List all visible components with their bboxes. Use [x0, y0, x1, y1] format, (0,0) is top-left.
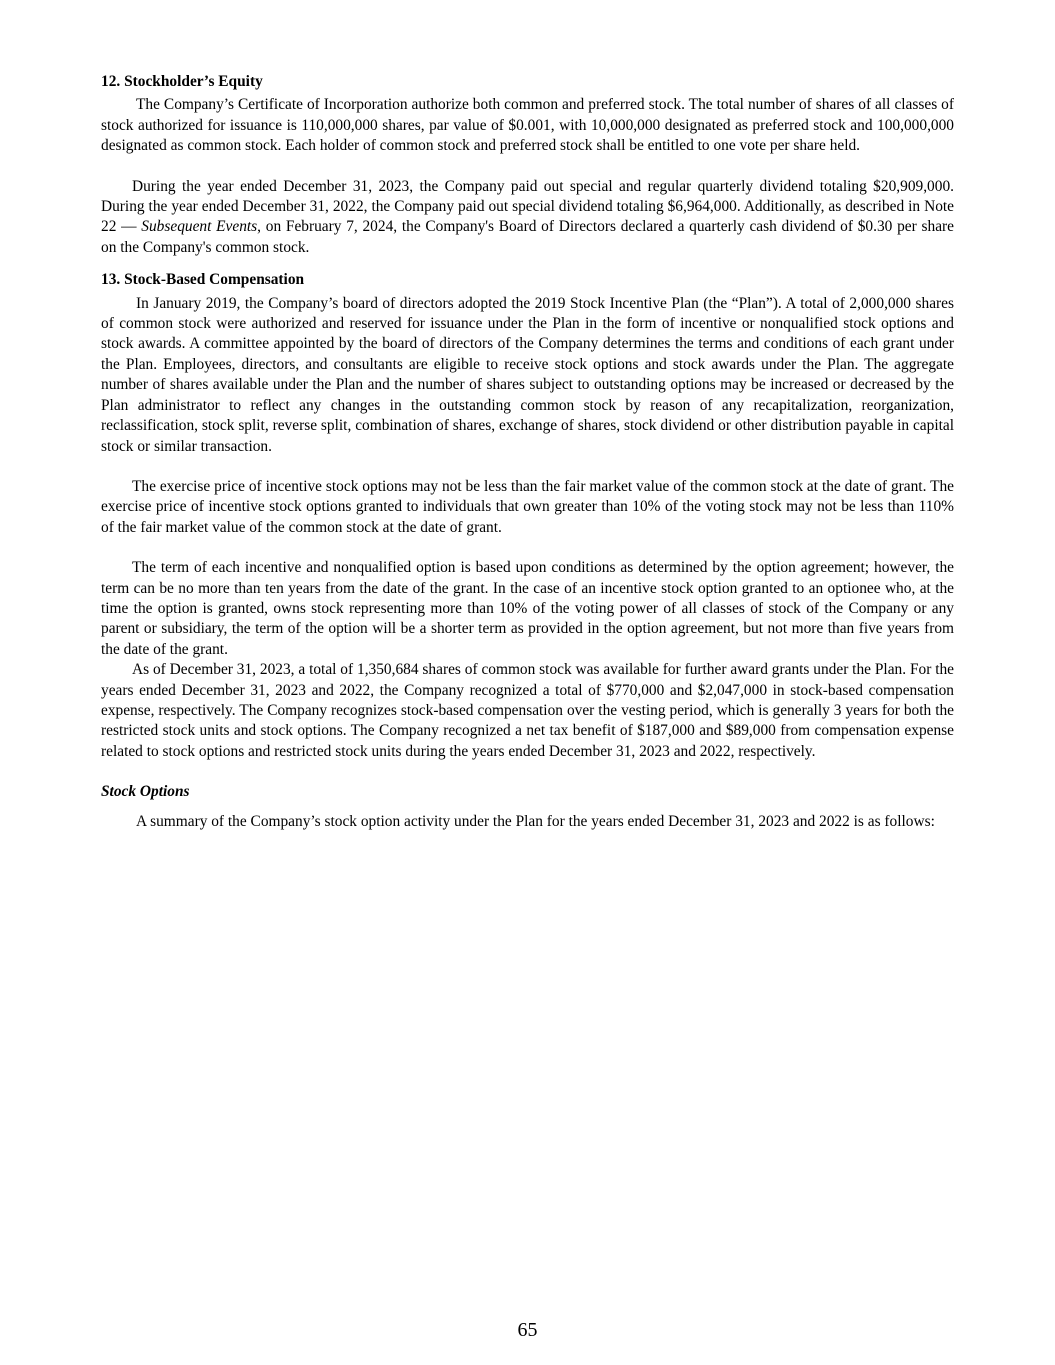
equity-paragraph-authorization: The Company’s Certificate of Incorporation authorize both common and preferred stock. The total number of shares of all classes of stock authorized for issuance is 110,000,000 shares, par value of $0.001, with 10,000,000 designated as preferred stock and 100,000,000 designated as common stock. Each holder of common stock and preferred stock shall be entitled to one vote per share held. [101, 96, 954, 155]
document-page [101, 72, 954, 832]
compensation-paragraph-expense: As of December 31, 2023, a total of 1,350,684 shares of common stock was available for further award grants under the Plan. For the years ended December 31, 2023 and 2022, the Company recognized a total of $770,000 and $2,047,000 in stock-based compensation expense, respectively. The Company recognizes stock-based compensation over the vesting period, which is generally 3 years for both the restricted stock units and stock options. The Company recognized a net tax benefit of $187,000 and $89,000 from compensation expense related to stock options and restricted stock units during the years ended December 31, 2023 and 2022, respectively. [101, 661, 954, 760]
dividends-text-end: , on February 7, 2024, the Company's Board of Directors declared a quarterly cash dividend of $0.30 per share on the Company's common stock. [101, 218, 954, 256]
compensation-paragraph-exercise-price: The exercise price of incentive stock options may not be less than the fair market value of the common stock at the date of grant. The exercise price of incentive stock options granted to individuals that own greater than 10% of the voting stock may not be less than 110% of the fair market value of the common stock at the date of grant. [101, 477, 954, 536]
section-heading-stock-based-compensation: 13. Stock-Based Compensation [101, 271, 305, 289]
subsection-heading-stock-options: Stock Options [101, 783, 190, 801]
compensation-paragraph-plan: In January 2019, the Company’s board of directors adopted the 2019 Stock Incentive Plan (the “Plan”). A total of 2,000,000 shares of common stock were authorized and reserved for issuance under the Plan in the form of incentive or nonqualified stock options and stock awards. A committee appointed by the board of directors of the Company determines the terms and conditions of each grant under the Plan. Employees, directors, and consultants are eligible to receive stock options and stock awards under the Plan. The aggregate number of shares available under the Plan and the number of shares subject to outstanding options may be increased or decreased by the Plan administrator to reflect any changes in the outstanding common stock by reason of any recapitalization, reorganization, reclassification, stock split, reverse split, combination of shares, exchange of shares, stock dividend or other distribution payable in capital stock or similar transaction. [101, 294, 954, 455]
dividends-text-start: During the year ended December 31, 2023, the Company paid out special and regular quarterly dividend totaling $20,909,000. During the year ended December 31, 2022, the Company paid out special dividend totaling $6,964,000. Additionally, as described in Note 22 — [101, 177, 954, 236]
equity-paragraph-dividends [101, 177, 954, 259]
stock-options-summary-paragraph: A summary of the Company’s stock option activity under the Plan for the years ended December 31, 2023 and 2022 is as follows: [136, 812, 935, 830]
compensation-paragraph-option-term: The term of each incentive and nonqualified option is based upon conditions as determined by the option agreement; however, the term can be no more than ten years from the date of the grant. In the case of an incentive stock option granted to an optionee who, at the time the option is granted, owns stock representing more than 10% of the voting power of all classes of stock of the Company or any parent or subsidiary, the term of the option will be a shorter term as provided in the option agreement, but not more than five years from the date of the grant. [101, 559, 954, 658]
subsequent-events-reference: Subsequent Events [141, 218, 258, 236]
section-heading-stockholders-equity: 12. Stockholder’s Equity [101, 73, 263, 90]
page-number: 65 [517, 1319, 538, 1341]
